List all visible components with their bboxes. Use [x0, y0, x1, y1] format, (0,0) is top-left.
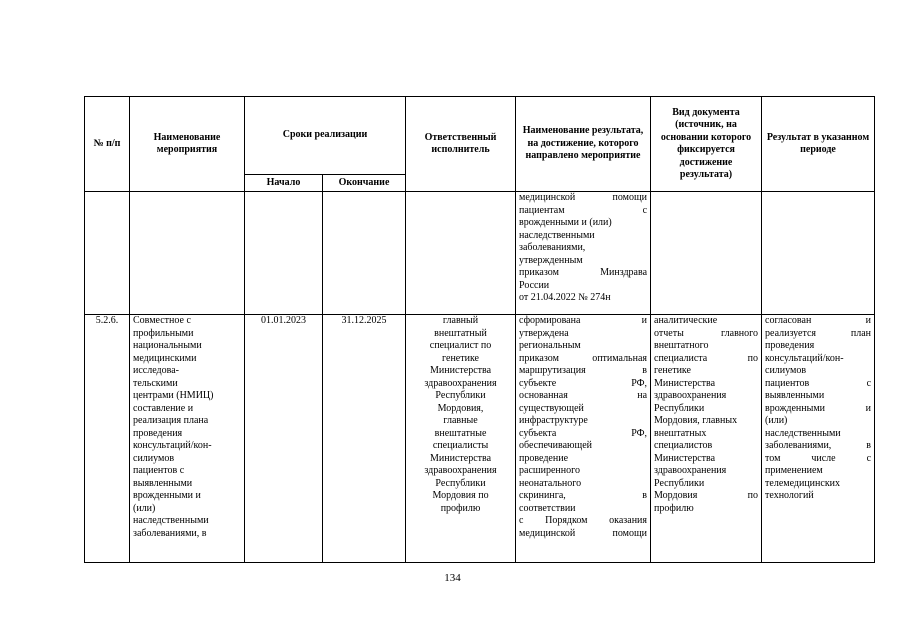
header-event-name: Наименование мероприятия: [130, 97, 245, 192]
text-line: скрининга, в: [519, 490, 648, 501]
cell-period-result: [762, 315, 875, 563]
text-line: пациентов с: [765, 377, 872, 389]
text-line: (или): [765, 415, 788, 426]
text-line: субъекте РФ,: [519, 377, 648, 389]
text-line: генетике: [442, 352, 479, 364]
cell-empty: [85, 192, 130, 315]
text-line: обеспечивающей: [519, 440, 593, 451]
cell-responsible: [406, 315, 516, 563]
text-line: исследова-: [133, 365, 179, 376]
text-line: Республики: [435, 477, 486, 489]
text-line: внештатный: [434, 327, 487, 339]
text-line: наследственными: [133, 515, 209, 526]
text-line: здравоохранения: [654, 390, 727, 401]
text-line: от 21.04.2022 № 274н: [519, 292, 611, 303]
measures-table: [84, 96, 875, 563]
cell-empty: [762, 192, 875, 315]
text-line: врожденными и (или): [519, 217, 612, 228]
header-period-result: Результат в указанном периоде: [762, 97, 875, 192]
text-line: существующей: [519, 402, 584, 414]
text-line: (или): [133, 502, 156, 514]
text-line: медицинской помощи: [519, 192, 648, 203]
text-line: медицинскими: [133, 352, 197, 364]
cell-empty: [323, 192, 406, 315]
text-line: реализация плана: [133, 415, 209, 426]
text-line: наследственными: [519, 229, 595, 241]
header-responsible: Ответственный исполнитель: [406, 97, 516, 192]
text-line: Совместное с: [133, 315, 191, 326]
header-start: Начало: [245, 175, 323, 192]
text-line: реализуется план: [765, 327, 872, 339]
text-line: аналитические: [654, 315, 718, 326]
text-line: специалист по: [429, 340, 492, 351]
text-line: приказом Минздрава: [519, 267, 648, 278]
text-line: внештатного: [654, 340, 709, 351]
text-line: национальными: [133, 340, 202, 351]
text-line: согласован и: [765, 315, 872, 326]
text-line: Министерства: [430, 365, 492, 376]
text-line: инфраструктуре: [519, 415, 588, 426]
text-line: профильными: [133, 327, 194, 339]
cell-empty: [406, 192, 516, 315]
text-line: главный: [442, 315, 479, 326]
text-line: здравоохранения: [424, 377, 497, 389]
text-line: консультаций/кон-: [765, 352, 844, 364]
cell-start-date: 01.01.2023: [245, 315, 323, 563]
cell-doc-type: [651, 315, 762, 563]
text-line: Министерства: [654, 452, 716, 464]
text-line: генетике: [654, 365, 691, 376]
text-line: консультаций/кон-: [133, 440, 212, 451]
text-line: составление и: [133, 402, 194, 414]
text-line: технологий: [765, 490, 814, 501]
text-line: отчеты главного: [654, 327, 759, 339]
text-line: Мордовия, главных: [654, 415, 738, 426]
text-line: маршрутизация в: [519, 365, 648, 376]
text-line: пациентам с: [519, 204, 648, 216]
header-result-name: Наименование результата, на достижение, которого направлено мероприятие: [516, 97, 651, 192]
text-line: региональным: [519, 340, 581, 351]
text-line: профилю: [654, 502, 694, 514]
text-line: с Порядком оказания: [519, 515, 648, 526]
text-line: Министерства: [654, 377, 716, 389]
cell-result-continued: [516, 192, 651, 315]
text-line: наследственными: [765, 427, 841, 439]
text-line: выявленными: [133, 477, 193, 489]
text-line: главные: [443, 415, 478, 426]
text-line: тельскими: [133, 377, 178, 389]
text-line: здравоохранения: [424, 465, 497, 476]
header-doc-type: Вид документа (источник, на основании которого фиксируется достижение результата): [651, 97, 762, 192]
text-line: центрами (НМИЦ): [133, 390, 214, 401]
text-line: проведения: [133, 427, 183, 439]
text-line: Мордовия,: [437, 402, 484, 414]
text-line: Министерства: [430, 452, 492, 464]
cell-num: 5.2.6.: [85, 315, 130, 563]
header-num: № п/п: [85, 97, 130, 192]
text-line: телемедицинских: [765, 477, 841, 489]
cell-result-name: [516, 315, 651, 563]
text-line: силиумов: [133, 452, 175, 464]
text-line: субъекта РФ,: [519, 427, 648, 439]
text-line: Республики: [654, 402, 705, 414]
text-line: утверждена: [519, 327, 569, 339]
cell-empty: [130, 192, 245, 315]
text-line: заболеваниями,: [519, 242, 586, 253]
cell-empty: [651, 192, 762, 315]
text-line: неонатального: [519, 477, 582, 489]
text-line: специалиста по: [654, 352, 759, 364]
text-line: приказом оптимальная: [519, 352, 648, 364]
text-line: здравоохранения: [654, 465, 727, 476]
text-line: внештатные: [434, 427, 487, 439]
text-line: врожденными и: [133, 490, 201, 501]
text-line: Мордовия по: [432, 490, 489, 501]
cell-empty: [245, 192, 323, 315]
page-number: 134: [444, 572, 461, 584]
cell-event-name: [130, 315, 245, 563]
text-line: Мордовия по: [654, 490, 759, 501]
text-line: проведения: [765, 340, 815, 351]
text-line: утвержденным: [519, 254, 583, 266]
table-row: [85, 192, 875, 315]
text-line: применением: [765, 465, 823, 476]
cell-end-date: 31.12.2025: [323, 315, 406, 563]
text-line: пациентов с: [133, 465, 185, 476]
text-line: профилю: [440, 502, 481, 514]
text-line: России: [519, 279, 550, 291]
text-line: специалистов: [654, 440, 713, 451]
header-terms: Сроки реализации: [245, 97, 406, 175]
text-line: Республики: [654, 477, 705, 489]
header-end: Окончание: [323, 175, 406, 192]
text-line: специалисты: [432, 440, 489, 451]
text-line: Республики: [435, 390, 486, 401]
text-line: соответствии: [519, 502, 576, 514]
text-line: сформирована и: [519, 315, 648, 326]
text-line: заболеваниями, в: [133, 527, 207, 539]
text-line: расширенного: [519, 465, 580, 476]
text-line: том числе с: [765, 452, 872, 464]
text-line: внештатных: [654, 427, 707, 439]
text-line: медицинской помощи: [519, 527, 648, 539]
text-line: выявленными: [765, 390, 825, 401]
text-line: основанная на: [519, 390, 648, 401]
text-line: заболеваниями, в: [765, 440, 872, 451]
text-line: врожденными и: [765, 402, 872, 414]
text-line: силиумов: [765, 365, 807, 376]
text-line: проведение: [519, 452, 569, 464]
table-row: [85, 315, 875, 563]
